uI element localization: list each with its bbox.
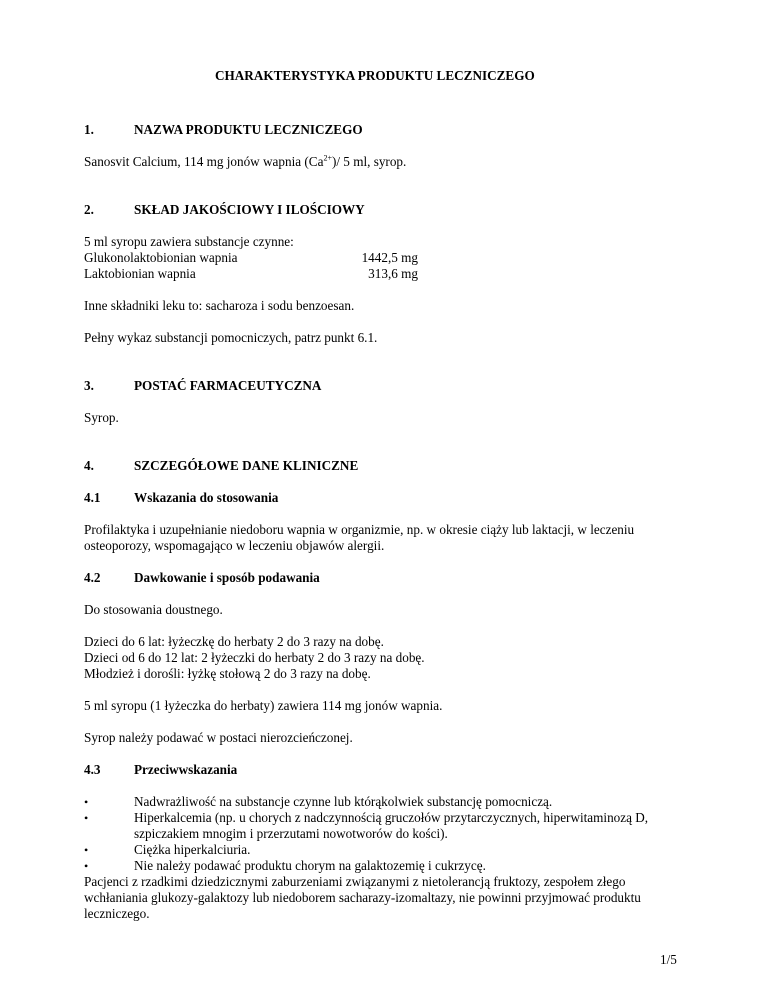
contraindication-item: Nie należy podawać produktu chorym na galaktozemię i cukrzycę. bbox=[134, 858, 486, 873]
bullet-icon: • bbox=[84, 859, 89, 873]
indications-line: Profilaktyka i uzupełnianie niedoboru wapnia w organizmie, np. w okresie ciąży lub laktacji, w leczeniu bbox=[84, 522, 635, 537]
section-4-3-number: 4.3 bbox=[84, 762, 101, 777]
dosing-line: Dzieci do 6 lat: łyżeczkę do herbaty 2 do 3 razy na dobę. bbox=[84, 634, 384, 649]
contraindication-item: Nadwrażliwość na substancje czynne lub którąkolwiek substancję pomocniczą. bbox=[134, 794, 553, 809]
other-ingredients-text: Inne składniki leku to: sacharoza i sodu benzoesan. bbox=[84, 298, 355, 313]
document-title: CHARAKTERYSTYKA PRODUKTU LECZNICZEGO bbox=[215, 68, 535, 83]
section-4-number: 4. bbox=[84, 458, 94, 473]
section-4-2-number: 4.2 bbox=[84, 570, 101, 585]
contraindication-note-line: Pacjenci z rzadkimi dziedzicznymi zaburzeniami związanymi z nietolerancją fruktozy, zespołem złego bbox=[84, 874, 626, 889]
section-4-1-number: 4.1 bbox=[84, 490, 101, 505]
contraindication-item: Ciężka hiperkalciuria. bbox=[134, 842, 251, 857]
route-text: Do stosowania doustnego. bbox=[84, 602, 223, 617]
contraindication-note-line: wchłaniania glukozy-galaktozy lub niedoborem sacharazy-izomaltazy, nie powinni przyjmować produktu bbox=[84, 890, 641, 905]
ingredient-amount: 1442,5 mg bbox=[361, 250, 418, 265]
section-3-number: 3. bbox=[84, 378, 94, 393]
calcium-charge-superscript: 2+ bbox=[323, 153, 332, 163]
product-name-text: Sanosvit Calcium, 114 mg jonów wapnia (Ca bbox=[84, 154, 324, 169]
dosing-line: Młodzież i dorośli: łyżkę stołową 2 do 3 razy na dobę. bbox=[84, 666, 371, 681]
section-1-heading: NAZWA PRODUKTU LECZNICZEGO bbox=[134, 122, 363, 137]
administration-note: Syrop należy podawać w postaci nierozcieńczonej. bbox=[84, 730, 353, 745]
contraindication-item-continuation: szpiczakiem mnogim i przerzutami nowotworów do kości). bbox=[134, 826, 448, 841]
product-name-line bbox=[84, 154, 406, 170]
bullet-icon: • bbox=[84, 795, 89, 809]
section-1-number: 1. bbox=[84, 122, 94, 137]
bullet-icon: • bbox=[84, 843, 89, 857]
composition-intro: 5 ml syropu zawiera substancje czynne: bbox=[84, 234, 294, 249]
page-number: 1/5 bbox=[660, 952, 677, 967]
product-name-text-end: )/ 5 ml, syrop. bbox=[331, 154, 407, 169]
section-4-3-heading: Przeciwwskazania bbox=[134, 762, 238, 777]
contraindication-item: Hiperkalcemia (np. u chorych z nadczynnością gruczołów przytarczycznych, hiperwitaminozą D, bbox=[134, 810, 649, 825]
section-4-1-heading: Wskazania do stosowania bbox=[134, 490, 279, 505]
section-4-2-heading: Dawkowanie i sposób podawania bbox=[134, 570, 320, 585]
section-2-heading: SKŁAD JAKOŚCIOWY I ILOŚCIOWY bbox=[134, 202, 365, 217]
content-text: 5 ml syropu (1 łyżeczka do herbaty) zawiera 114 mg jonów wapnia. bbox=[84, 698, 443, 713]
ingredient-amount: 313,6 mg bbox=[368, 266, 418, 281]
section-3-heading: POSTAĆ FARMACEUTYCZNA bbox=[134, 378, 322, 393]
indications-line: osteoporozy, wspomagająco w leczeniu objawów alergii. bbox=[84, 538, 385, 553]
ingredient-name: Laktobionian wapnia bbox=[84, 266, 196, 281]
ingredient-name: Glukonolaktobionian wapnia bbox=[84, 250, 238, 265]
dosage-form-text: Syrop. bbox=[84, 410, 119, 425]
section-2-number: 2. bbox=[84, 202, 94, 217]
section-4-heading: SZCZEGÓŁOWE DANE KLINICZNE bbox=[134, 458, 359, 473]
excipients-reference: Pełny wykaz substancji pomocniczych, patrz punkt 6.1. bbox=[84, 330, 378, 345]
contraindication-note-line: leczniczego. bbox=[84, 906, 150, 921]
bullet-icon: • bbox=[84, 811, 89, 825]
dosing-line: Dzieci od 6 do 12 lat: 2 łyżeczki do herbaty 2 do 3 razy na dobę. bbox=[84, 650, 425, 665]
